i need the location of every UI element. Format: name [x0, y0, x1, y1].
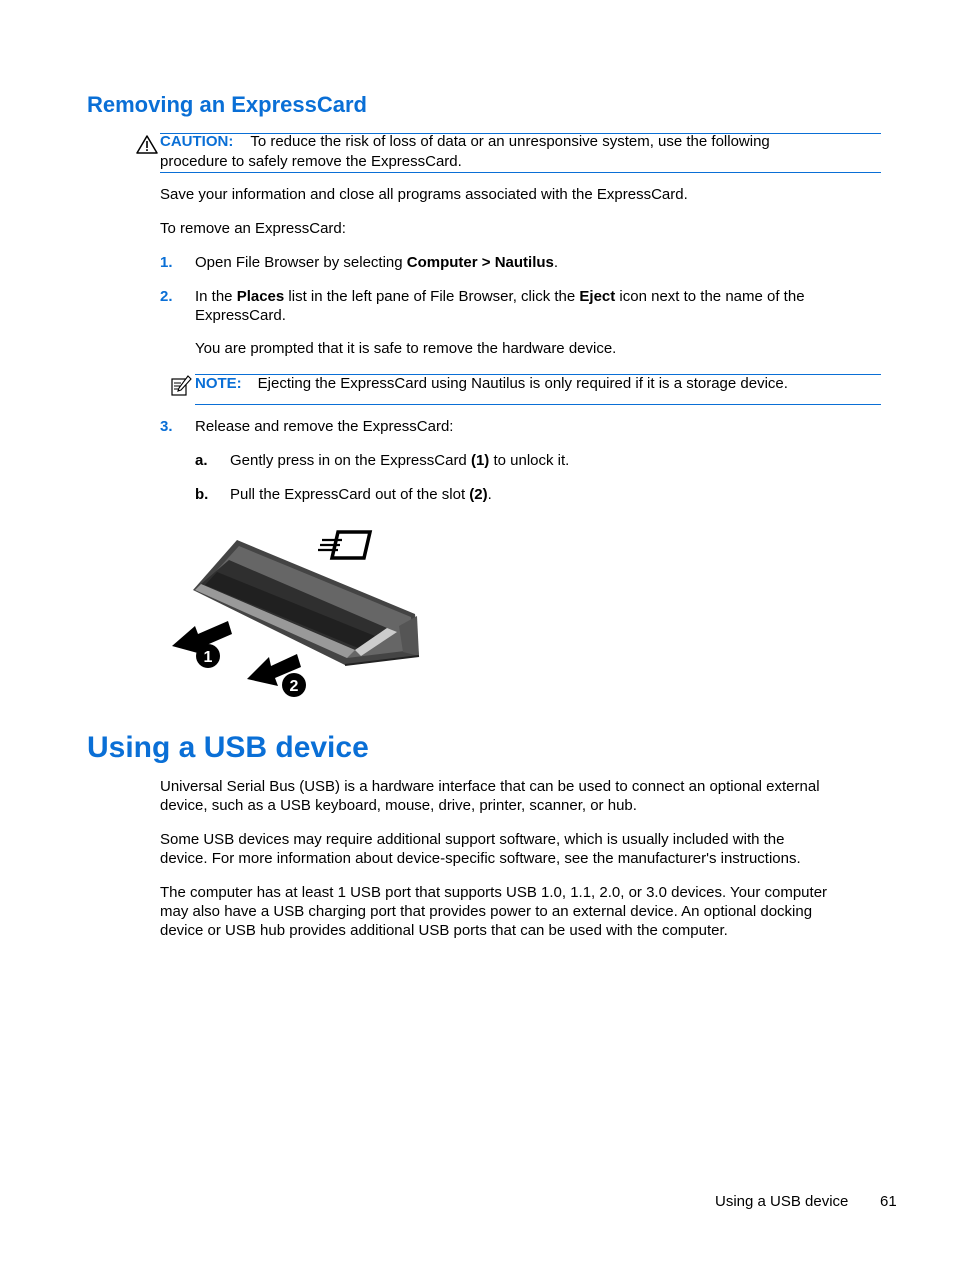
- usb-p3-line1: The computer has at least 1 USB port that supports USB 1.0, 1.1, 2.0, or 3.0 devices. Your computer: [160, 884, 828, 901]
- step-1-menu-path: Computer > Nautilus: [406, 254, 554, 271]
- step-2-mid: list in the left pane of File Browser, click the: [284, 288, 580, 305]
- caution-line2: procedure to safely remove the ExpressCard.: [160, 153, 462, 170]
- note-bottom-rule: [195, 404, 881, 405]
- expresscard-symbol-icon: [318, 532, 370, 558]
- note-text: [195, 374, 881, 393]
- expresscard-removal-illustration: [165, 528, 430, 700]
- note-body: Ejecting the ExpressCard using Nautilus is only required if it is a storage device.: [257, 375, 788, 392]
- usb-p2-line2: device. For more information about device-specific software, see the manufacturer's instructions.: [160, 850, 801, 867]
- callout-2: 2: [289, 678, 299, 695]
- note-label: NOTE:: [195, 375, 242, 392]
- substep-a-post: to unlock it.: [489, 452, 570, 469]
- substep-b-post: .: [487, 486, 492, 503]
- caution-line1: To reduce the risk of loss of data or an unresponsive system, use the following: [250, 133, 770, 150]
- step-2-text: [195, 287, 805, 306]
- step-2-places: Places: [236, 288, 285, 305]
- warning-triangle-icon: [136, 135, 158, 154]
- note-pencil-icon: [170, 375, 192, 397]
- substep-b-pre: Pull the ExpressCard out of the slot: [230, 486, 470, 503]
- step-3-text: Release and remove the ExpressCard:: [195, 418, 454, 435]
- footer-page-number: 61: [880, 1193, 897, 1210]
- step-number-3: 3.: [160, 418, 173, 435]
- usb-p3-line3: device or USB hub provides additional USB ports that can be used with the computer.: [160, 922, 728, 939]
- usb-paragraph-1: [160, 777, 882, 815]
- step-number-1: 1.: [160, 254, 173, 271]
- substep-letter-a: a.: [195, 452, 208, 469]
- step-2-eject: Eject: [579, 288, 616, 305]
- substep-a-callout: (1): [470, 452, 490, 469]
- section-title-using-usb: Using a USB device: [87, 731, 369, 764]
- step-number-2: 2.: [160, 288, 173, 305]
- step-1-pre: Open File Browser by selecting: [195, 254, 407, 271]
- substep-a-pre: Gently press in on the ExpressCard: [230, 452, 471, 469]
- substep-b-text: [230, 485, 492, 504]
- expresscard-slot: [193, 540, 419, 665]
- usb-p3-line2: may also have a USB charging port that provides power to an external device. An optional docking: [160, 903, 813, 920]
- substep-a-text: [230, 451, 569, 470]
- step-1-text: [195, 253, 558, 272]
- step-2-line2: ExpressCard.: [195, 307, 286, 324]
- substep-b-callout: (2): [469, 486, 488, 503]
- footer-section-name: Using a USB device: [715, 1193, 849, 1210]
- paragraph-to-remove: To remove an ExpressCard:: [160, 220, 346, 237]
- caution-bottom-rule: [160, 172, 881, 173]
- step-2-post: icon next to the name of the: [615, 288, 805, 305]
- usb-paragraph-2: [160, 830, 882, 868]
- step-2-result: You are prompted that it is safe to remove the hardware device.: [195, 340, 617, 357]
- caution-label: CAUTION:: [160, 133, 234, 150]
- usb-p2-line1: Some USB devices may require additional support software, which is usually included with the: [160, 831, 785, 848]
- paragraph-save-info: Save your information and close all programs associated with the ExpressCard.: [160, 186, 688, 203]
- usb-p1-line1: Universal Serial Bus (USB) is a hardware interface that can be used to connect an optional external: [160, 778, 820, 795]
- usb-p1-line2: device, such as a USB keyboard, mouse, drive, printer, scanner, or hub.: [160, 797, 637, 814]
- usb-paragraph-3: [160, 883, 882, 940]
- section-title-removing-expresscard: Removing an ExpressCard: [87, 92, 367, 117]
- callout-1: 1: [203, 649, 213, 666]
- step-1-post: .: [553, 254, 559, 271]
- caution-text: [160, 132, 882, 151]
- step-2-pre: In the: [195, 288, 237, 305]
- substep-letter-b: b.: [195, 486, 209, 503]
